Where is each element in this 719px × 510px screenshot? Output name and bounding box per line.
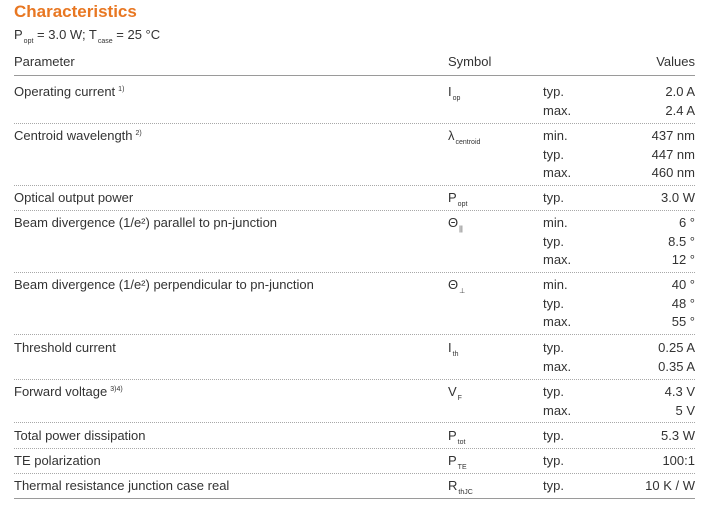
parameter-label: Optical output power <box>14 190 134 205</box>
row-divider <box>14 185 695 186</box>
symbol-letter: I <box>448 84 452 99</box>
parameter-name <box>14 384 123 399</box>
cond-t-value: = 25 °C <box>112 27 161 42</box>
row-divider <box>14 334 695 335</box>
value-cell: 48 ° <box>671 295 695 311</box>
value-cell: 5 V <box>675 402 695 418</box>
value-cell: 10 K / W <box>645 478 695 493</box>
parameter-name <box>14 215 277 230</box>
row-divider <box>14 379 695 380</box>
symbol-subscript: TE <box>457 464 467 471</box>
symbol-subscript: || <box>459 226 463 233</box>
row-divider <box>14 448 695 449</box>
symbol-letter: Θ <box>448 215 459 230</box>
header-parameter: Parameter <box>14 54 75 69</box>
header-rule <box>14 75 695 76</box>
limit-label: max. <box>543 102 572 118</box>
parameter-label: Beam divergence (1/e²) parallel to pn-junction <box>14 215 278 230</box>
cond-t-subscript: case <box>97 38 113 45</box>
limit-label: typ. <box>543 478 564 493</box>
row-divider <box>14 210 695 211</box>
value-cell: 100:1 <box>662 453 695 468</box>
value-cell: 3.0 W <box>661 190 695 205</box>
value-cell: 0.35 A <box>658 358 695 374</box>
header-symbol: Symbol <box>448 54 492 69</box>
limit-label: min. <box>543 215 568 230</box>
symbol-subscript: opt <box>457 201 468 208</box>
cond-p-symbol: P <box>14 27 23 42</box>
row-divider <box>14 272 695 273</box>
value-cell: 460 nm <box>651 165 695 180</box>
limit-label: typ. <box>543 146 564 162</box>
parameter-name <box>14 428 146 443</box>
parameter-name <box>14 190 133 205</box>
value-cell: 4.3 V <box>664 384 695 399</box>
symbol-letter: I <box>448 340 452 355</box>
symbol-subscript: th <box>452 351 459 358</box>
symbol-subscript: tot <box>457 439 466 446</box>
parameter-label: Forward voltage <box>14 384 108 399</box>
value-cell: 6 ° <box>678 215 695 230</box>
symbol <box>448 215 463 233</box>
row-divider <box>14 498 695 499</box>
row-divider <box>14 422 695 423</box>
symbol <box>448 84 461 102</box>
parameter-name <box>14 340 116 355</box>
limit-label: min. <box>543 277 568 292</box>
limit-label: typ. <box>543 190 564 205</box>
limit-label: max. <box>543 314 572 329</box>
symbol <box>448 277 466 295</box>
limit-label: typ. <box>543 84 564 99</box>
parameter-name <box>14 277 314 292</box>
value-cell: 12 ° <box>671 252 695 267</box>
limit-label: max. <box>543 358 572 374</box>
value-cell: 8.5 ° <box>668 233 695 249</box>
page-title: Characteristics <box>14 2 137 21</box>
symbol-subscript: centroid <box>455 139 481 146</box>
parameter-label: TE polarization <box>14 453 101 468</box>
symbol <box>448 340 459 358</box>
limit-label: typ. <box>543 453 564 468</box>
parameter-name <box>14 478 229 493</box>
symbol-subscript: F <box>457 395 462 402</box>
symbol-letter: P <box>448 428 457 443</box>
symbol <box>448 128 481 146</box>
symbol-letter: P <box>448 190 457 205</box>
value-cell: 5.3 W <box>661 428 695 443</box>
parameter-name <box>14 453 101 468</box>
symbol-letter: Θ <box>448 277 459 292</box>
parameter-name <box>14 128 142 143</box>
limit-label: max. <box>543 402 572 418</box>
value-cell: 2.0 A <box>665 84 695 99</box>
footnote-marker: 1) <box>118 86 125 93</box>
symbol <box>448 190 468 208</box>
parameter-label: Operating current <box>14 84 116 99</box>
limit-label: typ. <box>543 340 564 355</box>
symbol-subscript: ⊥ <box>459 288 466 295</box>
value-cell: 55 ° <box>671 314 695 329</box>
limit-label: typ. <box>543 428 564 443</box>
test-conditions <box>14 27 161 45</box>
limit-label: typ. <box>543 295 564 311</box>
symbol <box>448 428 466 446</box>
symbol-letter: V <box>448 384 457 399</box>
symbol <box>448 478 473 496</box>
symbol-subscript: op <box>452 95 461 102</box>
symbol <box>448 384 462 402</box>
cond-p-value: = 3.0 W; T <box>33 27 97 42</box>
footnote-marker: 3)4) <box>110 386 123 393</box>
symbol-letter: λ <box>448 128 455 143</box>
header-values: Values <box>656 54 695 69</box>
value-cell: 40 ° <box>671 277 695 292</box>
footnote-marker: 2) <box>135 130 142 137</box>
value-cell: 447 nm <box>651 146 695 162</box>
row-divider <box>14 473 695 474</box>
symbol-letter: P <box>448 453 457 468</box>
row-divider <box>14 123 695 124</box>
limit-label: max. <box>543 165 572 180</box>
parameter-label: Beam divergence (1/e²) perpendicular to pn-junction <box>14 277 314 292</box>
symbol-subscript: thJC <box>458 489 473 496</box>
cond-p-subscript: opt <box>23 38 34 45</box>
parameter-label: Threshold current <box>14 340 116 355</box>
parameter-label: Centroid wavelength <box>14 128 133 143</box>
limit-label: max. <box>543 252 572 267</box>
limit-label: typ. <box>543 384 564 399</box>
parameter-label: Thermal resistance junction case real <box>14 478 230 493</box>
symbol <box>448 453 467 471</box>
symbol-letter: R <box>448 478 458 493</box>
value-cell: 0.25 A <box>658 340 695 355</box>
value-cell: 437 nm <box>651 128 695 143</box>
parameter-label: Total power dissipation <box>14 428 146 443</box>
limit-label: min. <box>543 128 568 143</box>
parameter-name <box>14 84 124 99</box>
value-cell: 2.4 A <box>665 102 695 118</box>
limit-label: typ. <box>543 233 564 249</box>
